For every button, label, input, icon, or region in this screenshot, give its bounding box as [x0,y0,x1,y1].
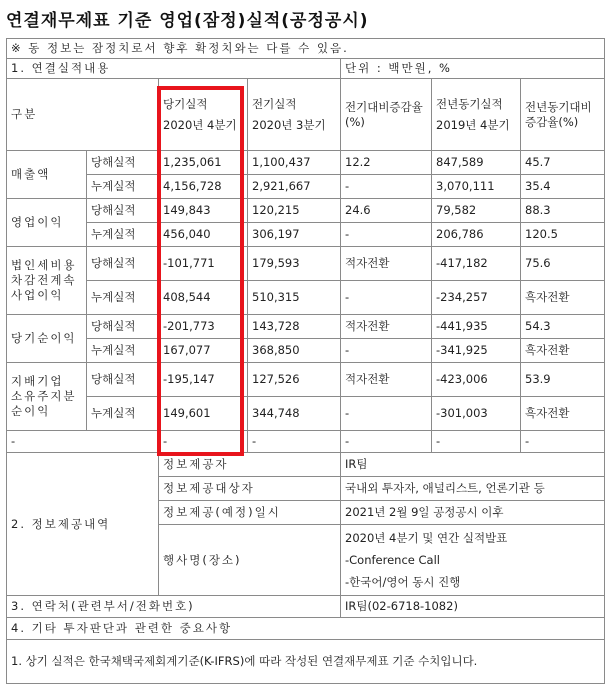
section3-label: 3. 연락처(관련부서/전화번호) [7,596,341,618]
cell-yoy-prior: 79,582 [432,199,521,223]
row-type-cumulative: 누계실적 [87,339,159,363]
table-row [7,397,605,431]
audience-value: 국내외 투자자, 애널리스트, 언론기관 등 [341,477,605,501]
disclosure-table [6,38,605,684]
metric-name: 영업이익 [7,199,87,247]
cell-yoy-prior: 847,589 [432,151,521,175]
cell-previous: 2,921,667 [248,175,341,199]
cell-previous: 306,197 [248,223,341,247]
table-row [7,151,605,175]
cell-previous: 344,748 [248,397,341,431]
event-line: 2020년 4분기 및 연간 실적발표 [345,531,508,545]
blank-cell: - [159,431,248,453]
cell-qoq: 적자전환 [341,363,432,397]
cell-qoq: - [341,223,432,247]
cell-previous: 120,215 [248,199,341,223]
cell-current: -195,147 [159,363,248,397]
notice-row [7,39,605,59]
cell-previous: 143,728 [248,315,341,339]
table-row [7,199,605,223]
cell-yoy: 88.3 [521,199,605,223]
table-row [7,223,605,247]
cell-yoy: 53.9 [521,363,605,397]
header-category: 구분 [7,79,159,151]
table-row [7,363,605,397]
cell-yoy: 흑자전환 [521,281,605,315]
row-type-period: 당해실적 [87,315,159,339]
header-yoy: 전년동기대비증감율(%) [521,79,605,151]
date-value: 2021년 2월 9일 공정공시 이후 [341,501,605,525]
contact-row [7,596,605,618]
cell-current: 167,077 [159,339,248,363]
row-type-period: 당해실적 [87,151,159,175]
cell-yoy-prior: -423,006 [432,363,521,397]
cell-current: 408,544 [159,281,248,315]
cell-qoq: 적자전환 [341,247,432,281]
metric-name: 법인세비용차감전계속사업이익 [7,247,87,315]
metric-name: 지배기업 소유주지분 순이익 [7,363,87,431]
page-title: 연결재무제표 기준 영업(잠정)실적(공정공시) [6,11,369,31]
event-value [341,525,605,596]
row-type-cumulative: 누계실적 [87,281,159,315]
cell-yoy-prior: 3,070,111 [432,175,521,199]
row-type-cumulative: 누계실적 [87,223,159,247]
cell-yoy-prior: -301,003 [432,397,521,431]
row-type-period: 당해실적 [87,363,159,397]
cell-qoq: 24.6 [341,199,432,223]
table-row [7,315,605,339]
cell-yoy: 75.6 [521,247,605,281]
cell-yoy-prior: -441,935 [432,315,521,339]
cell-current: 149,601 [159,397,248,431]
event-label: 행사명(장소) [159,525,341,596]
header-current-period: 2020년 4분기 [163,117,237,132]
cell-previous: 510,315 [248,281,341,315]
section1-row [7,59,605,79]
metric-name: 당기순이익 [7,315,87,363]
cell-yoy: 흑자전환 [521,339,605,363]
cell-previous: 1,100,437 [248,151,341,175]
date-label: 정보제공(예정)일시 [159,501,341,525]
cell-current: 456,040 [159,223,248,247]
table-row [7,339,605,363]
header-current-label: 당기실적 [163,96,208,111]
row-type-period: 당해실적 [87,199,159,223]
header-yoy-prior [432,79,521,151]
footnote-text: 1. 상기 실적은 한국채택국제회계기준(K-IFRS)에 따라 작성된 연결재무제표 기준 수치입니다. [7,640,605,684]
blank-cell: - [341,431,432,453]
section2-label: 2. 정보제공내역 [7,453,159,596]
cell-previous: 368,850 [248,339,341,363]
header-current [159,79,248,151]
header-previous-label: 전기실적 [252,96,297,111]
cell-current: 4,156,728 [159,175,248,199]
info-row [7,453,605,477]
header-qoq: 전기대비증감율(%) [341,79,432,151]
cell-qoq: 적자전환 [341,315,432,339]
blank-cell: - [248,431,341,453]
header-previous [248,79,341,151]
provider-value: IR팀 [341,453,605,477]
cell-yoy: 54.3 [521,315,605,339]
header-previous-period: 2020년 3분기 [252,117,326,132]
notice-text: ※ 동 정보는 잠정치로서 향후 확정치와는 다를 수 있음. [7,39,605,59]
cell-yoy-prior: -417,182 [432,247,521,281]
section1-label: 1. 연결실적내용 [7,59,341,79]
cell-yoy: 흑자전환 [521,397,605,431]
cell-qoq: - [341,175,432,199]
cell-qoq: 12.2 [341,151,432,175]
blank-cell: - [521,431,605,453]
section3-value: IR팀(02-6718-1082) [341,596,605,618]
cell-yoy-prior: 206,786 [432,223,521,247]
cell-yoy-prior: -341,925 [432,339,521,363]
row-type-cumulative: 누계실적 [87,397,159,431]
header-yoy-prior-period: 2019년 4분기 [436,117,510,132]
cell-yoy: 35.4 [521,175,605,199]
table-header-row [7,79,605,151]
cell-qoq: - [341,339,432,363]
unit-label: 단위 : 백만원, % [341,59,605,79]
cell-yoy: 120.5 [521,223,605,247]
metric-name: 매출액 [7,151,87,199]
cell-current: -101,771 [159,247,248,281]
cell-yoy-prior: -234,257 [432,281,521,315]
blank-cell: - [432,431,521,453]
table-row [7,175,605,199]
provider-label: 정보제공자 [159,453,341,477]
cell-previous: 127,526 [248,363,341,397]
event-line: -한국어/영어 동시 진행 [345,575,461,589]
cell-qoq: - [341,281,432,315]
header-yoy-prior-label: 전년동기실적 [436,96,503,111]
cell-yoy: 45.7 [521,151,605,175]
cell-current: -201,773 [159,315,248,339]
table-row [7,281,605,315]
blank-cell: - [7,431,159,453]
cell-current: 1,235,061 [159,151,248,175]
row-type-cumulative: 누계실적 [87,175,159,199]
cell-qoq: - [341,397,432,431]
event-line: -Conference Call [345,553,440,567]
footnote-row [7,640,605,684]
blank-row [7,431,605,453]
section4-row [7,618,605,640]
cell-current: 149,843 [159,199,248,223]
table-row [7,247,605,281]
cell-previous: 179,593 [248,247,341,281]
row-type-period: 당해실적 [87,247,159,281]
audience-label: 정보제공대상자 [159,477,341,501]
section4-label: 4. 기타 투자판단과 관련한 중요사항 [7,618,605,640]
